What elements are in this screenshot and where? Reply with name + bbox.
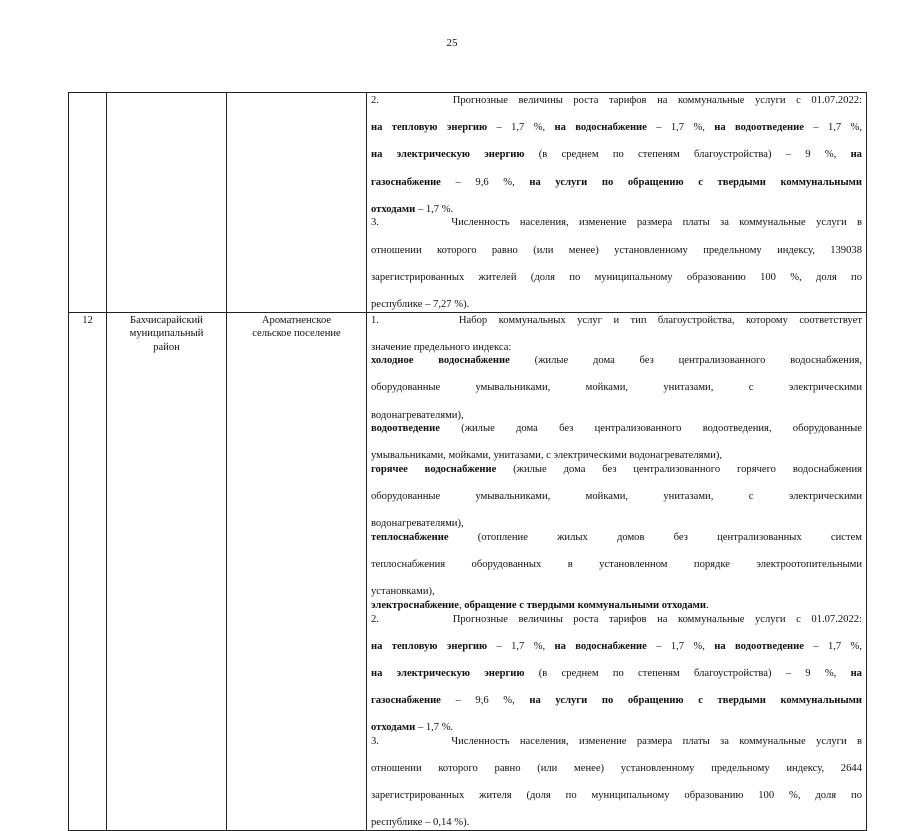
text-line bbox=[371, 341, 862, 355]
text-span: (в среднем по степеням благоустройства) – 9 %, bbox=[524, 149, 851, 161]
text-line: отношении которого равно (или менее) установленному предельному индексу, 2644 bbox=[371, 763, 862, 775]
bold-text: отходами bbox=[371, 722, 416, 734]
text-line bbox=[371, 94, 862, 121]
text-span: установками), bbox=[371, 586, 435, 598]
bold-text: электроснабжение bbox=[371, 599, 459, 611]
cell-content-row12 bbox=[367, 312, 867, 831]
text-line bbox=[371, 121, 862, 148]
bold-text: газоснабжение bbox=[371, 695, 441, 707]
text-span: (отопление жилых домов без централизованных систем bbox=[448, 532, 862, 543]
text-line: отношении которого равно (или менее) установленному предельному индексу, 139038 bbox=[371, 244, 862, 256]
text-line bbox=[371, 585, 862, 599]
text-line: республике – 7,27 %). bbox=[371, 298, 470, 310]
table-row-12 bbox=[69, 312, 867, 831]
bold-text: на электрическую энергию bbox=[371, 149, 525, 161]
bold-text: на водоотведение bbox=[714, 640, 804, 652]
bold-text: теплоснабжение bbox=[371, 532, 449, 543]
bold-text: на услуги по обращению с твердыми коммунальными bbox=[529, 695, 862, 707]
page-number: 25 bbox=[446, 37, 458, 49]
forecast-paragraph bbox=[371, 613, 862, 735]
population-paragraph bbox=[371, 216, 862, 311]
cell-content-continuation bbox=[367, 93, 867, 313]
text-span: – 1,7 %, bbox=[487, 122, 555, 134]
text-line bbox=[371, 613, 862, 640]
district-name bbox=[107, 312, 227, 831]
bold-text: на водоснабжение bbox=[554, 640, 647, 652]
text-line bbox=[371, 694, 862, 721]
text-span: значение предельного индекса: bbox=[371, 341, 512, 353]
table-row-continuation bbox=[69, 93, 867, 313]
text-line: район bbox=[153, 341, 180, 353]
text-line bbox=[371, 449, 862, 463]
text-line bbox=[371, 203, 862, 217]
text-line: 3. Численность населения, изменение размера платы за коммунальные услуги в bbox=[371, 217, 862, 229]
cell-district-empty bbox=[107, 93, 227, 313]
text-line: Бахчисарайский bbox=[130, 314, 203, 326]
settlement-name bbox=[227, 312, 367, 831]
text-span: (жилые дома без централизованного водоснабжения, bbox=[509, 355, 863, 367]
text-span: (в среднем по степеням благоустройства) – 9 %, bbox=[524, 667, 851, 679]
text-line bbox=[371, 558, 862, 585]
text-line bbox=[371, 531, 862, 558]
text-line bbox=[371, 381, 862, 408]
text-line bbox=[371, 667, 862, 694]
text-line: зарегистрированных жителей (доля по муниципальному образованию 100 %, доля по bbox=[371, 271, 862, 283]
text-span: 1. Набор коммунальных услуг и тип благоустройства, которому соответствует bbox=[371, 314, 862, 326]
bold-text: водоотведение bbox=[371, 423, 440, 435]
text-line bbox=[371, 517, 862, 531]
text-span: , bbox=[458, 599, 465, 611]
text-span: (жилые дома без централизованного водоотведения, оборудованные bbox=[439, 423, 862, 435]
bold-text: на услуги по обращению с твердыми коммунальными bbox=[529, 176, 862, 188]
text-span: теплоснабжения оборудованных в установленном порядке электроотопительными bbox=[371, 559, 862, 571]
text-line bbox=[371, 463, 862, 490]
text-span: водонагревателями), bbox=[371, 409, 464, 421]
tariff-table bbox=[68, 92, 867, 831]
text-span: 2. Прогнозные величины роста тарифов на коммунальные услуги с 01.07.2022: bbox=[371, 613, 862, 625]
text-line bbox=[371, 354, 862, 381]
text-line: республике – 0,14 %). bbox=[371, 817, 470, 829]
text-line: Ароматненское bbox=[261, 314, 332, 326]
text-line bbox=[371, 314, 862, 341]
bold-text: отходами bbox=[371, 203, 416, 215]
bold-text: на тепловую энергию bbox=[371, 122, 488, 134]
bold-text: на водоотведение bbox=[714, 122, 804, 134]
forecast-paragraph bbox=[371, 93, 862, 216]
text-span: (жилые дома без централизованного горячего водоснабжения bbox=[496, 464, 862, 476]
text-span: умывальниками, мойками, унитазами, с электрическими водонагревателями), bbox=[371, 450, 723, 462]
text-span: 2. Прогнозные величины роста тарифов на коммунальные услуги с 01.07.2022: bbox=[371, 95, 862, 106]
text-span: . bbox=[705, 599, 709, 611]
bold-text: газоснабжение bbox=[371, 176, 441, 188]
bold-text: холодное водоснабжение bbox=[371, 355, 510, 367]
text-span: – 1,7 %. bbox=[415, 722, 454, 734]
text-span: – 1,7 %. bbox=[415, 203, 454, 215]
bold-text: обращение с твердыми коммунальными отходами bbox=[464, 599, 706, 611]
text-line bbox=[371, 148, 862, 175]
text-line bbox=[371, 599, 862, 613]
text-span: – 9,6 %, bbox=[440, 695, 530, 707]
text-line: сельское поселение bbox=[252, 328, 341, 340]
text-line: муниципальный bbox=[129, 328, 204, 340]
text-line bbox=[371, 490, 862, 517]
bold-text: на bbox=[850, 667, 862, 679]
text-line bbox=[371, 176, 862, 203]
cell-settlement-empty bbox=[227, 93, 367, 313]
bold-text: горячее водоснабжение bbox=[371, 464, 497, 476]
text-span: – 1,7 %, bbox=[646, 122, 715, 134]
bold-text: на электрическую энергию bbox=[371, 667, 525, 679]
bold-text: на bbox=[850, 149, 862, 161]
text-line bbox=[371, 721, 862, 735]
text-line bbox=[371, 640, 862, 667]
cell-number-empty bbox=[69, 93, 107, 313]
text-span: водонагревателями), bbox=[371, 518, 464, 530]
text-span: – 9,6 %, bbox=[440, 176, 530, 188]
text-span: оборудованные умывальниками, мойками, унитазами, с электрическими bbox=[371, 491, 862, 503]
bold-text: на тепловую энергию bbox=[371, 640, 488, 652]
bold-text: на водоснабжение bbox=[554, 122, 647, 134]
row-number: 12 bbox=[69, 312, 107, 831]
text-line bbox=[371, 422, 862, 449]
text-line bbox=[371, 409, 862, 423]
services-paragraph bbox=[371, 313, 862, 613]
text-span: оборудованные умывальниками, мойками, унитазами, с электрическими bbox=[371, 382, 862, 394]
text-span: – 1,7 %, bbox=[803, 122, 863, 134]
text-line: 3. Численность населения, изменение размера платы за коммунальные услуги в bbox=[371, 735, 862, 747]
text-span: – 1,7 %, bbox=[803, 640, 863, 652]
population-paragraph bbox=[371, 735, 862, 830]
text-span: – 1,7 %, bbox=[646, 640, 715, 652]
text-span: – 1,7 %, bbox=[487, 640, 555, 652]
text-line: зарегистрированных жителя (доля по муниципальному образованию 100 %, доля по bbox=[371, 790, 862, 802]
